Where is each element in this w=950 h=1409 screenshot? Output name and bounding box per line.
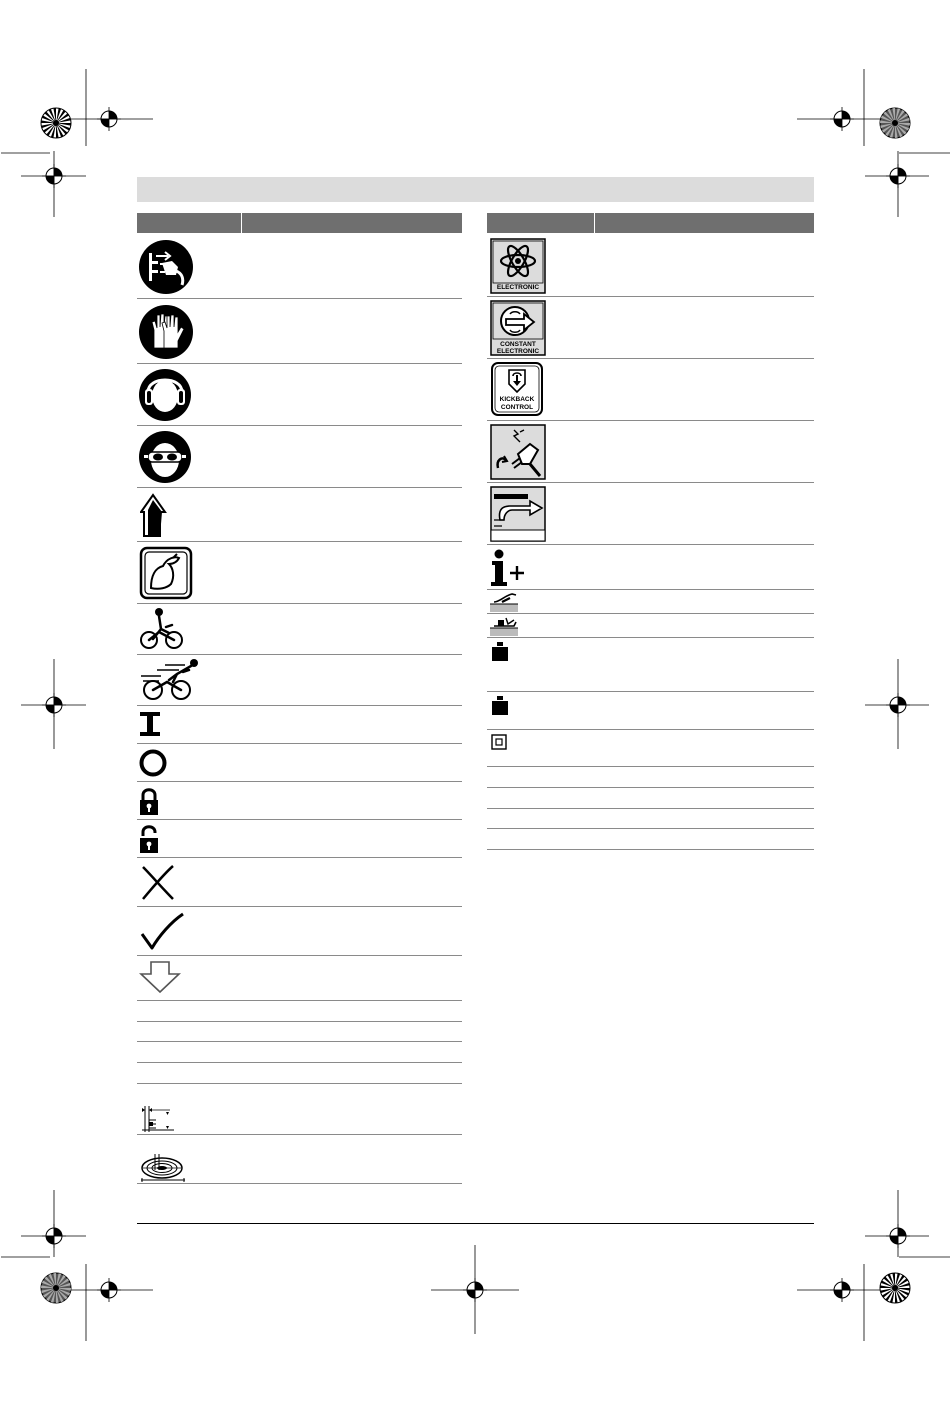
electronic-label: ELECTRONIC — [496, 284, 540, 291]
starburst-target-icon — [880, 1273, 910, 1303]
starburst-target-icon — [880, 108, 910, 138]
constant-electronic-label-line2: ELECTRONIC — [496, 348, 540, 355]
starburst-target-icon — [41, 1273, 71, 1303]
kickback-label-line2: CONTROL — [500, 404, 534, 411]
kickback-label-line1: KICKBACK — [499, 396, 535, 403]
starburst-target-icon — [41, 108, 71, 138]
constant-electronic-label-line1: CONSTANT — [500, 341, 536, 348]
